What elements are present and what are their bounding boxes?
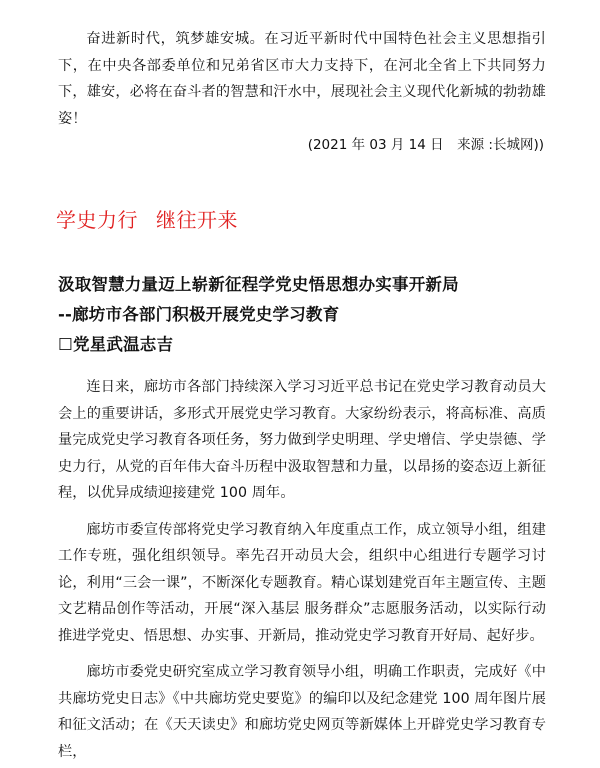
section-title [56, 206, 546, 234]
section-title-part2: 继往开来 [156, 208, 238, 232]
source-line: (2021 年 03 月 14 日 来源 :长城网)) [307, 137, 544, 153]
article-paragraph: 廊坊市委宣传部将党史学习教育纳入年度重点工作，成立领导小组，组建工作专班，强化组织领导。率先召开动员大会，组织中心组进行专题学习讨论，利用“三会一课”，不断深化专题教育。精心谋划建党百年主题宣传、主题文艺精品创作等活动，开展“深入基层 服务群众”志愿服务活动，以实际行动推进学党史、悟思想、办实事、开新局，推动党史学习教育开好局、起好步。 [58, 521, 546, 644]
section-title-part1: 学史力行 [56, 208, 138, 232]
article-byline: ☐党星武温志吉 [58, 335, 174, 354]
article-subheadline: --廊坊市各部门积极开展党史学习教育 [58, 305, 340, 324]
article-paragraph: 连日来，廊坊市各部门持续深入学习习近平总书记在党史学习教育动员大会上的重要讲话，多形式开展党史学习教育。大家纷纷表示，将高标准、高质量完成党史学习教育各项任务，努力做到学史明理、学史增信、学史崇德、学史力行，从党的百年伟大奋斗历程中汲取智慧和力量，以昂扬的姿态迈上新征程，以优异成绩迎接建党 100 周年。 [58, 379, 546, 501]
article-body [58, 374, 546, 765]
intro-paragraph: 奋进新时代，筑梦雄安城。在习近平新时代中国特色社会主义思想指引下，在中央各部委单位和兄弟省区市大力支持下，在河北全省上下共同努力下，雄安，必将在奋斗者的智慧和汗水中，展现社会主义现代化新城的勃勃雄姿！ [58, 31, 546, 127]
article-paragraph: 廊坊市委党史研究室成立学习教育领导小组，明确工作职责，完成好《中共廊坊党史日志》《中共廊坊党史要览》的编印以及纪念建党 100 周年图片展和征文活动；在《天天读史》和廊坊党史网页等新媒体上开辟党史学习教育专栏， [58, 664, 546, 760]
article-headline-block [58, 270, 546, 360]
article-headline: 汲取智慧力量迈上崭新征程学党史悟思想办实事开新局 [58, 275, 459, 294]
document-page [58, 26, 546, 765]
